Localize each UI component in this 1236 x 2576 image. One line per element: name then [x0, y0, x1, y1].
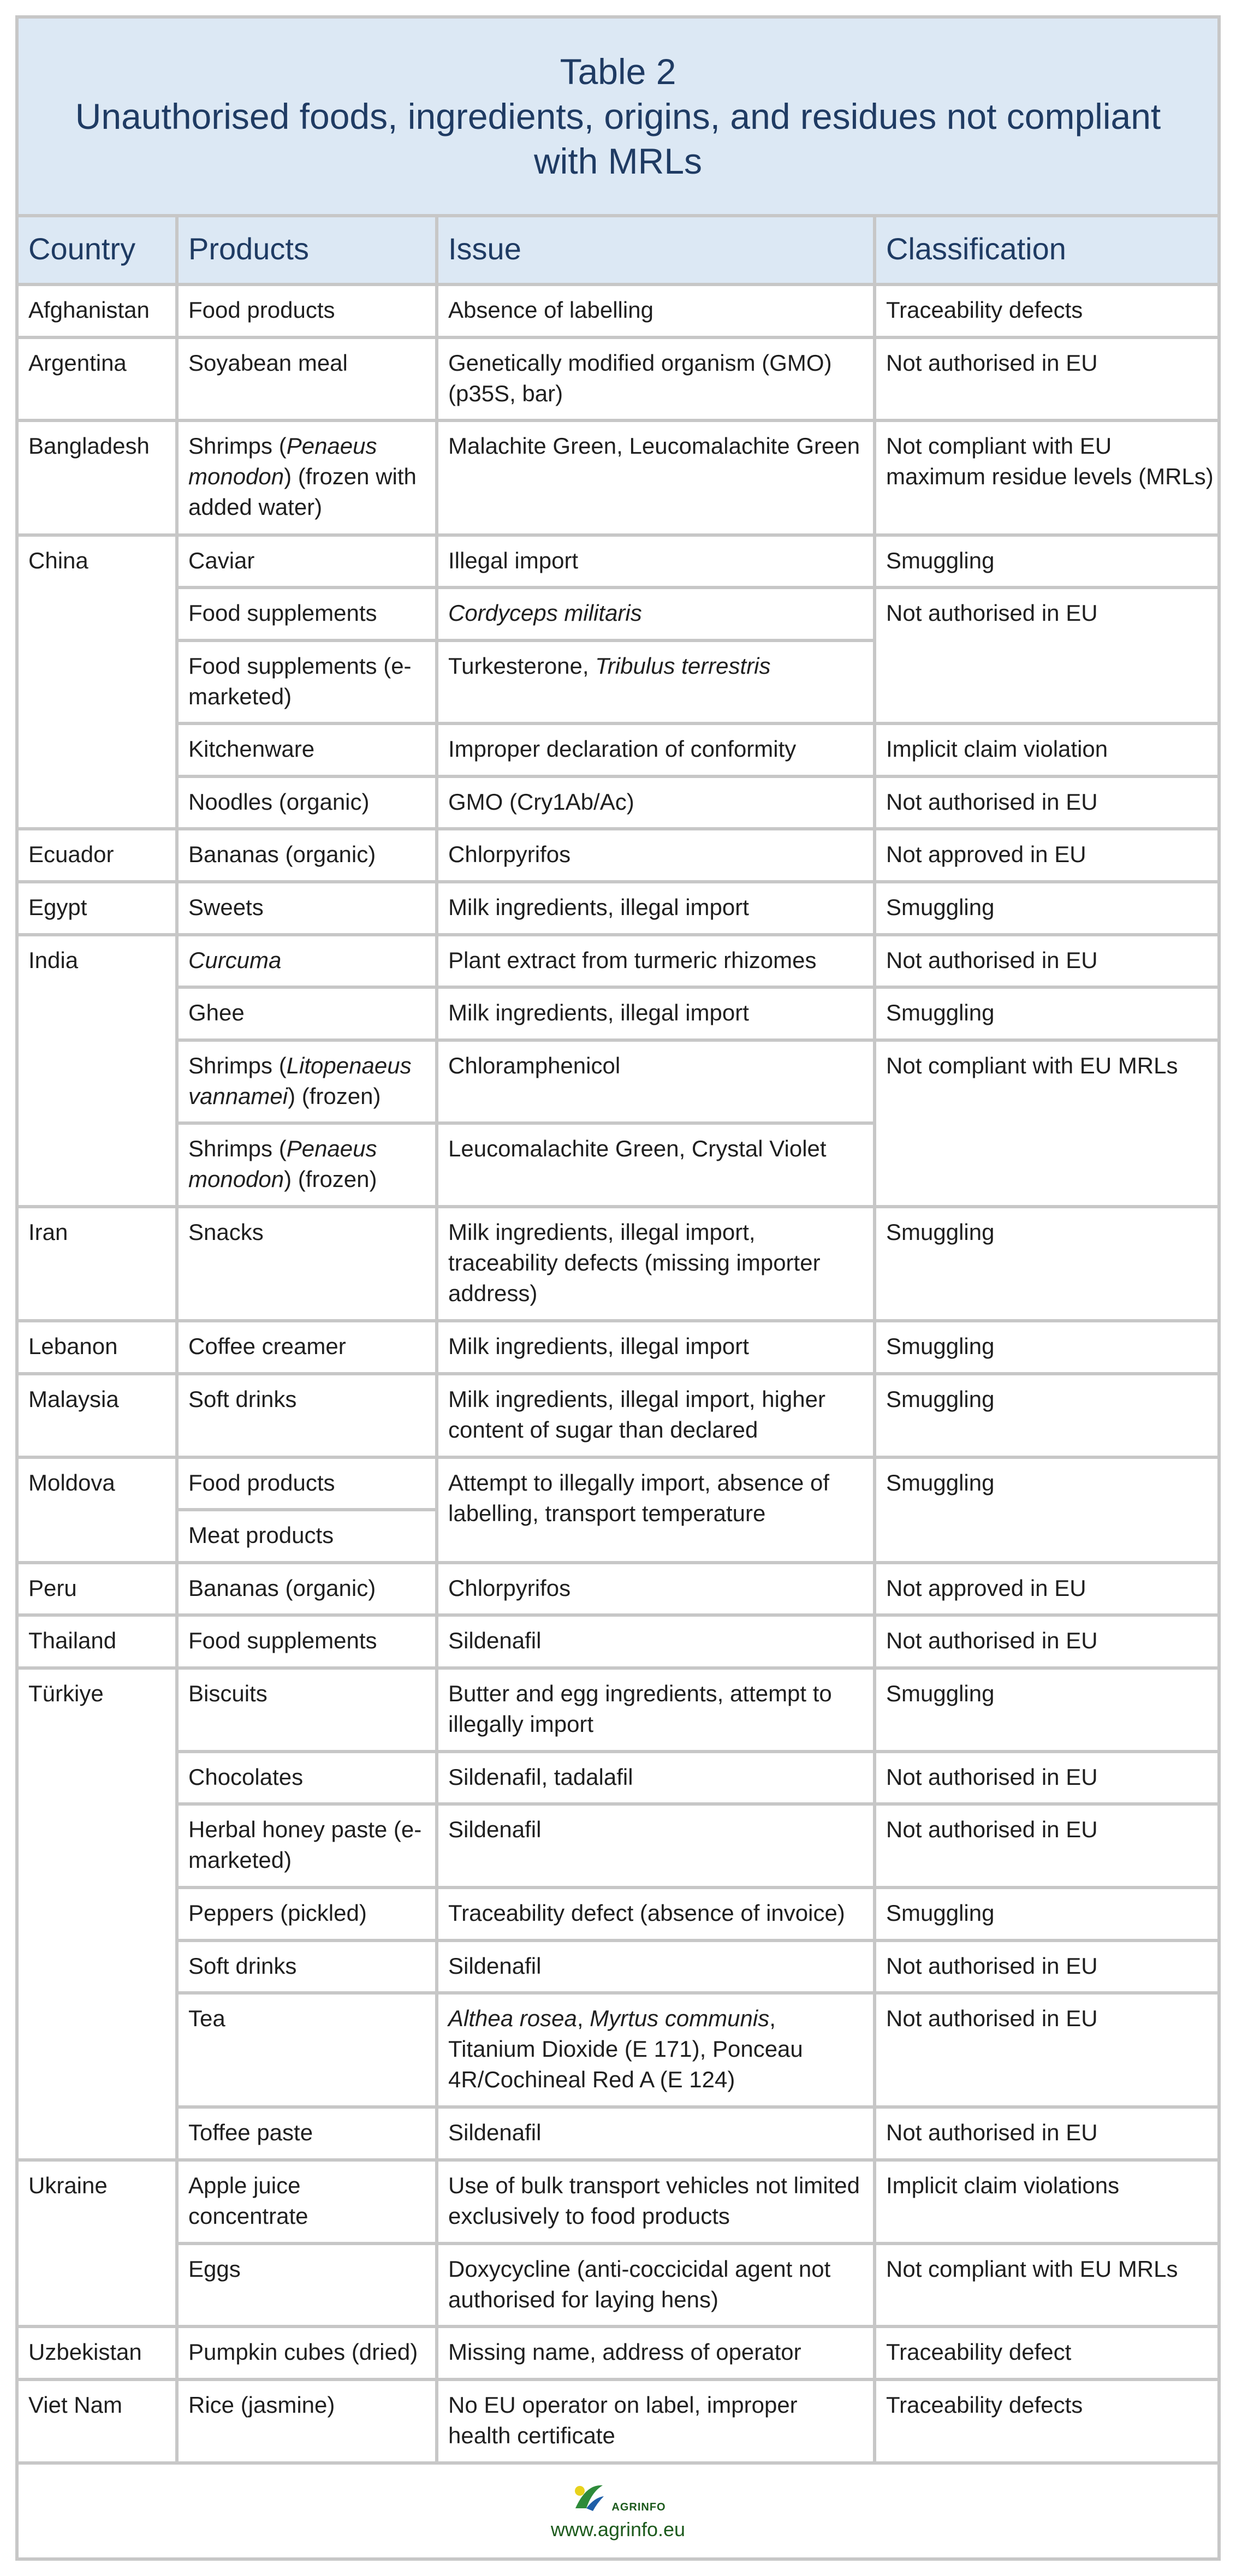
cell-product: Pumpkin cubes (dried): [177, 2326, 437, 2379]
table-row: [19, 829, 1217, 882]
cell-issue: Turkesterone, Tribulus terrestris: [437, 640, 875, 724]
cell-issue: GMO (Cry1Ab/Ac): [437, 776, 875, 829]
table-row: [19, 1993, 1217, 2107]
cell-product: Curcuma: [177, 935, 437, 988]
cell-product: Ghee: [177, 987, 437, 1040]
table-row: [19, 987, 1217, 1040]
cell-issue: Sildenafil: [437, 1804, 875, 1888]
cell-country: Iran: [19, 1207, 177, 1321]
table-row: [19, 2326, 1217, 2379]
table-title: [19, 19, 1217, 217]
logo-text: AGRINFO: [611, 2501, 666, 2513]
cell-classification: Smuggling: [875, 1374, 1217, 1457]
table-frame: [15, 15, 1221, 2561]
cell-classification: Smuggling: [875, 1457, 1217, 1563]
table-caption: Unauthorised foods, ingredients, origins, and residues not compliant with MRLs: [75, 96, 1161, 181]
cell-country: Ecuador: [19, 829, 177, 882]
cell-issue: Plant extract from turmeric rhizomes: [437, 935, 875, 988]
cell-classification: Smuggling: [875, 987, 1217, 1040]
cell-country: Ukraine: [19, 2160, 177, 2327]
cell-product: Food supplements: [177, 587, 437, 640]
cell-issue: No EU operator on label, improper health certificate: [437, 2379, 875, 2463]
cell-issue: Sildenafil: [437, 1615, 875, 1668]
cell-product: Snacks: [177, 1207, 437, 1321]
table-row: [19, 776, 1217, 829]
cell-product: Herbal honey paste (e-marketed): [177, 1804, 437, 1888]
cell-issue: Milk ingredients, illegal import: [437, 987, 875, 1040]
cell-classification: Not authorised in EU: [875, 1993, 1217, 2107]
table-row: [19, 284, 1217, 337]
cell-issue: Malachite Green, Leucomalachite Green: [437, 420, 875, 535]
cell-country: Argentina: [19, 337, 177, 421]
cell-product: Peppers (pickled): [177, 1888, 437, 1940]
cell-product: Soft drinks: [177, 1374, 437, 1457]
cell-country: Thailand: [19, 1615, 177, 1668]
cell-country: Viet Nam: [19, 2379, 177, 2463]
table-body: [19, 284, 1217, 2463]
table-row: [19, 1888, 1217, 1940]
cell-product: Rice (jasmine): [177, 2379, 437, 2463]
cell-product: Caviar: [177, 535, 437, 588]
cell-product: Kitchenware: [177, 723, 437, 776]
table-row: [19, 587, 1217, 640]
header-country: Country: [19, 217, 177, 284]
cell-classification: Smuggling: [875, 535, 1217, 588]
cell-classification: Not authorised in EU: [875, 337, 1217, 421]
table-row: [19, 1804, 1217, 1888]
cell-issue: Cordyceps militaris: [437, 587, 875, 640]
cell-country: Bangladesh: [19, 420, 177, 535]
table-row: [19, 882, 1217, 935]
cell-classification: Not authorised in EU: [875, 935, 1217, 988]
cell-issue: Sildenafil: [437, 2107, 875, 2160]
table-row: [19, 1940, 1217, 1993]
agrinfo-leaf-icon: [570, 2481, 608, 2514]
footer: [19, 2465, 1217, 2557]
header-issue: Issue: [437, 217, 875, 284]
cell-classification: Not authorised in EU: [875, 587, 1217, 723]
cell-product: Shrimps (Penaeus monodon) (frozen with added water): [177, 420, 437, 535]
cell-country: Moldova: [19, 1457, 177, 1563]
cell-product: Eggs: [177, 2243, 437, 2327]
cell-country: Afghanistan: [19, 284, 177, 337]
table-row: [19, 1321, 1217, 1374]
cell-product: Bananas (organic): [177, 829, 437, 882]
cell-country: Egypt: [19, 882, 177, 935]
cell-country: Malaysia: [19, 1374, 177, 1457]
cell-classification: Not approved in EU: [875, 1563, 1217, 1616]
cell-country: Peru: [19, 1563, 177, 1616]
cell-issue: Leucomalachite Green, Crystal Violet: [437, 1123, 875, 1207]
cell-classification: Not compliant with EU maximum residue levels (MRLs): [875, 420, 1217, 535]
table-row: [19, 1040, 1217, 1124]
cell-issue: Attempt to illegally import, absence of labelling, transport temperature: [437, 1457, 875, 1563]
cell-product: Shrimps (Penaeus monodon) (frozen): [177, 1123, 437, 1207]
cell-issue: Doxycycline (anti-coccicidal agent not authorised for laying hens): [437, 2243, 875, 2327]
cell-classification: Not authorised in EU: [875, 1615, 1217, 1668]
cell-product: Food products: [177, 1457, 437, 1510]
table-row: [19, 2243, 1217, 2327]
cell-product: Food supplements: [177, 1615, 437, 1668]
cell-product: Bananas (organic): [177, 1563, 437, 1616]
cell-classification: Smuggling: [875, 1888, 1217, 1940]
cell-classification: Not compliant with EU MRLs: [875, 2243, 1217, 2327]
table-row: [19, 1615, 1217, 1668]
cell-classification: Not authorised in EU: [875, 1804, 1217, 1888]
cell-product: Shrimps (Litopenaeus vannamei) (frozen): [177, 1040, 437, 1124]
table-container: [19, 217, 1217, 2465]
cell-classification: Traceability defects: [875, 284, 1217, 337]
cell-classification: Traceability defects: [875, 2379, 1217, 2463]
header-classification: Classification: [875, 217, 1217, 284]
cell-product: Soft drinks: [177, 1940, 437, 1993]
cell-product: Biscuits: [177, 1668, 437, 1752]
table-row: [19, 1207, 1217, 1321]
table-row: [19, 2107, 1217, 2160]
cell-issue: Milk ingredients, illegal import: [437, 1321, 875, 1374]
table-row: [19, 535, 1217, 588]
cell-product: Noodles (organic): [177, 776, 437, 829]
table-row: [19, 2160, 1217, 2243]
cell-product: Food products: [177, 284, 437, 337]
cell-classification: Smuggling: [875, 1321, 1217, 1374]
cell-classification: Smuggling: [875, 1668, 1217, 1752]
cell-classification: Implicit claim violations: [875, 2160, 1217, 2243]
cell-country: Türkiye: [19, 1668, 177, 2160]
cell-classification: Not compliant with EU MRLs: [875, 1040, 1217, 1207]
cell-issue: Traceability defect (absence of invoice): [437, 1888, 875, 1940]
table-row: [19, 1668, 1217, 1752]
table-row: [19, 935, 1217, 988]
table-row: [19, 1752, 1217, 1805]
table-row: [19, 1563, 1217, 1616]
cell-issue: Butter and egg ingredients, attempt to illegally import: [437, 1668, 875, 1752]
footer-url: www.agrinfo.eu: [550, 2518, 686, 2541]
cell-issue: Althea rosea, Myrtus communis, Titanium Dioxide (E 171), Ponceau 4R/Cochineal Red A (E 124): [437, 1993, 875, 2107]
cell-issue: Illegal import: [437, 535, 875, 588]
cell-product: Soyabean meal: [177, 337, 437, 421]
cell-classification: Not authorised in EU: [875, 1752, 1217, 1805]
data-table: [19, 217, 1217, 2465]
cell-issue: Milk ingredients, illegal import: [437, 882, 875, 935]
cell-issue: Missing name, address of operator: [437, 2326, 875, 2379]
table-row: [19, 337, 1217, 421]
header-products: Products: [177, 217, 437, 284]
cell-product: Tea: [177, 1993, 437, 2107]
cell-classification: Not authorised in EU: [875, 2107, 1217, 2160]
cell-classification: Smuggling: [875, 882, 1217, 935]
cell-classification: Implicit claim violation: [875, 723, 1217, 776]
cell-product: Sweets: [177, 882, 437, 935]
cell-product: Meat products: [177, 1510, 437, 1563]
cell-issue: Chlorpyrifos: [437, 1563, 875, 1616]
cell-issue: Milk ingredients, illegal import, higher content of sugar than declared: [437, 1374, 875, 1457]
cell-country: Lebanon: [19, 1321, 177, 1374]
cell-product: Food supplements (e-marketed): [177, 640, 437, 724]
cell-classification: Not authorised in EU: [875, 1940, 1217, 1993]
cell-issue: Use of bulk transport vehicles not limited exclusively to food products: [437, 2160, 875, 2243]
table-row: [19, 420, 1217, 535]
cell-product: Apple juice concentrate: [177, 2160, 437, 2243]
cell-classification: Traceability defect: [875, 2326, 1217, 2379]
cell-product: Coffee creamer: [177, 1321, 437, 1374]
cell-country: India: [19, 935, 177, 1207]
cell-issue: Chloramphenicol: [437, 1040, 875, 1124]
table-row: [19, 723, 1217, 776]
cell-country: China: [19, 535, 177, 829]
table-row: [19, 1457, 1217, 1510]
cell-issue: Sildenafil: [437, 1940, 875, 1993]
cell-product: Toffee paste: [177, 2107, 437, 2160]
cell-issue: Improper declaration of conformity: [437, 723, 875, 776]
cell-issue: Milk ingredients, illegal import, traceability defects (missing importer address): [437, 1207, 875, 1321]
cell-product: Chocolates: [177, 1752, 437, 1805]
cell-issue: Chlorpyrifos: [437, 829, 875, 882]
cell-country: Uzbekistan: [19, 2326, 177, 2379]
cell-classification: Smuggling: [875, 1207, 1217, 1321]
table-row: [19, 1374, 1217, 1457]
header-row: [19, 217, 1217, 284]
cell-classification: Not authorised in EU: [875, 776, 1217, 829]
cell-issue: Genetically modified organism (GMO) (p35S, bar): [437, 337, 875, 421]
table-row: [19, 2379, 1217, 2463]
table-number: Table 2: [560, 51, 676, 92]
cell-issue: Absence of labelling: [437, 284, 875, 337]
agrinfo-logo: [570, 2481, 665, 2514]
cell-classification: Not approved in EU: [875, 829, 1217, 882]
cell-issue: Sildenafil, tadalafil: [437, 1752, 875, 1805]
